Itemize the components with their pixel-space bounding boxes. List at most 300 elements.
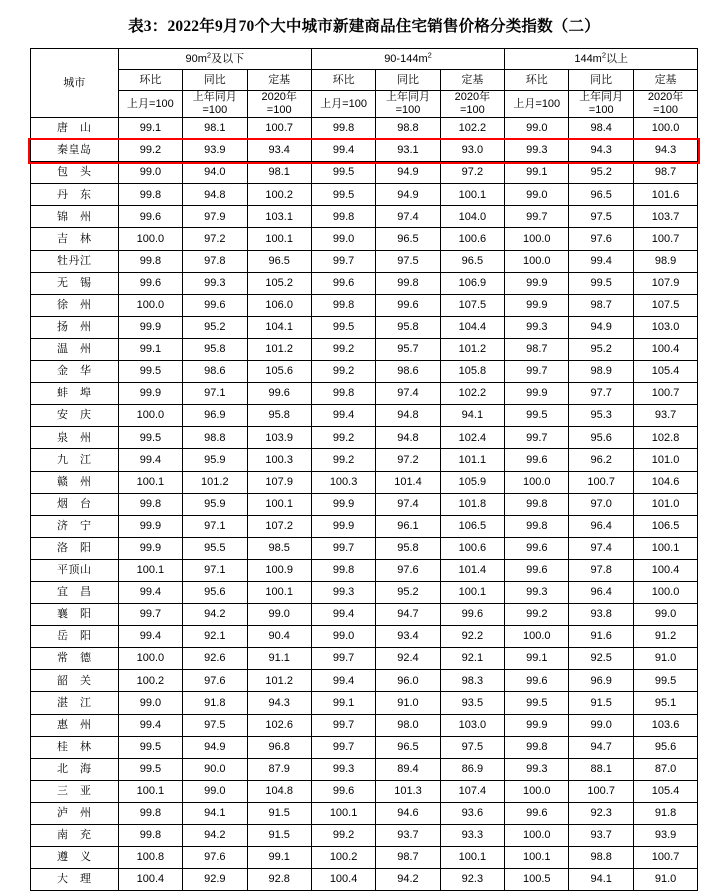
city-name-cell: 无 锡: [30, 272, 118, 294]
index-value-cell: 94.9: [376, 162, 440, 184]
index-value-cell: 99.3: [183, 272, 247, 294]
index-value-cell: 99.4: [118, 714, 182, 736]
table-row: [30, 736, 698, 758]
index-value-cell: 97.1: [183, 559, 247, 581]
index-value-cell: 98.3: [440, 670, 504, 692]
index-value-cell: 100.7: [247, 118, 311, 140]
group-header-small: $90m^2$及以下: [118, 49, 311, 70]
base-header-mom-1: 上月=100: [118, 91, 182, 118]
sub-header-yoy-2: 同比: [376, 70, 440, 91]
index-value-cell: 99.1: [311, 692, 375, 714]
table-row: [30, 272, 698, 294]
index-value-cell: 97.6: [183, 847, 247, 869]
city-name-cell: 牡丹江: [30, 250, 118, 272]
index-value-cell: 102.2: [440, 118, 504, 140]
index-value-cell: 99.0: [118, 162, 182, 184]
index-value-cell: 91.5: [569, 692, 633, 714]
base-header-yoy-1: 上年同月 =100: [183, 91, 247, 118]
index-value-cell: 99.5: [311, 316, 375, 338]
index-value-cell: 100.7: [569, 471, 633, 493]
index-value-cell: 100.1: [118, 559, 182, 581]
index-value-cell: 99.4: [311, 604, 375, 626]
city-name-cell: 唐 山: [30, 118, 118, 140]
index-value-cell: 100.1: [247, 493, 311, 515]
index-value-cell: 99.1: [247, 847, 311, 869]
index-value-cell: 93.8: [569, 604, 633, 626]
index-value-cell: 100.3: [311, 471, 375, 493]
index-value-cell: 87.9: [247, 758, 311, 780]
base-header-yoy-3: 上年同月 =100: [569, 91, 633, 118]
index-value-cell: 96.4: [569, 515, 633, 537]
index-value-cell: 107.5: [633, 294, 697, 316]
index-value-cell: 91.2: [633, 626, 697, 648]
index-value-cell: 99.1: [505, 162, 569, 184]
table-row: [30, 361, 698, 383]
index-value-cell: 92.3: [440, 869, 504, 891]
table-row: [30, 825, 698, 847]
index-value-cell: 99.2: [311, 338, 375, 360]
index-value-cell: 100.2: [311, 847, 375, 869]
index-value-cell: 99.7: [505, 427, 569, 449]
base-header-mom-2: 上月=100: [311, 91, 375, 118]
index-value-cell: 99.0: [505, 184, 569, 206]
table-row: [30, 427, 698, 449]
index-value-cell: 96.4: [569, 581, 633, 603]
index-value-cell: 97.5: [183, 714, 247, 736]
index-value-cell: 99.2: [118, 140, 182, 162]
index-value-cell: 97.4: [569, 537, 633, 559]
table-row: [30, 493, 698, 515]
index-value-cell: 101.1: [440, 449, 504, 471]
index-value-cell: 94.2: [183, 825, 247, 847]
city-name-cell: 桂 林: [30, 736, 118, 758]
index-value-cell: 92.3: [569, 802, 633, 824]
index-value-cell: 90.0: [183, 758, 247, 780]
index-value-cell: 99.8: [376, 272, 440, 294]
index-value-cell: 99.6: [505, 670, 569, 692]
index-value-cell: 99.9: [505, 714, 569, 736]
index-value-cell: 99.5: [311, 184, 375, 206]
index-value-cell: 95.2: [569, 338, 633, 360]
index-value-cell: 100.3: [247, 449, 311, 471]
index-value-cell: 99.6: [118, 272, 182, 294]
index-value-cell: 93.1: [376, 140, 440, 162]
table-row: [30, 162, 698, 184]
index-value-cell: 95.8: [376, 316, 440, 338]
table-row: [30, 140, 698, 162]
index-value-cell: 99.7: [505, 361, 569, 383]
index-value-cell: 100.4: [311, 869, 375, 891]
index-value-cell: 99.4: [118, 449, 182, 471]
sub-header-yoy-3: 同比: [569, 70, 633, 91]
index-value-cell: 107.5: [440, 294, 504, 316]
index-value-cell: 99.6: [505, 537, 569, 559]
index-value-cell: 95.2: [183, 316, 247, 338]
index-value-cell: 99.7: [311, 250, 375, 272]
index-value-cell: 100.1: [118, 780, 182, 802]
index-value-cell: 98.7: [505, 338, 569, 360]
index-value-cell: 94.3: [247, 692, 311, 714]
index-value-cell: 94.6: [376, 802, 440, 824]
index-value-cell: 97.8: [183, 250, 247, 272]
index-value-cell: 100.1: [247, 581, 311, 603]
index-value-cell: 99.4: [118, 581, 182, 603]
city-name-cell: 赣 州: [30, 471, 118, 493]
index-value-cell: 98.8: [183, 427, 247, 449]
index-value-cell: 94.2: [183, 604, 247, 626]
city-name-cell: 锦 州: [30, 206, 118, 228]
index-value-cell: 100.1: [633, 537, 697, 559]
index-value-cell: 100.7: [633, 228, 697, 250]
index-value-cell: 91.0: [633, 648, 697, 670]
index-value-cell: 97.6: [376, 559, 440, 581]
index-value-cell: 99.9: [118, 515, 182, 537]
index-value-cell: 103.0: [633, 316, 697, 338]
index-value-cell: 99.5: [118, 758, 182, 780]
index-value-cell: 105.8: [440, 361, 504, 383]
index-value-cell: 100.0: [118, 648, 182, 670]
table-row: [30, 228, 698, 250]
index-value-cell: 97.5: [440, 736, 504, 758]
index-value-cell: 99.8: [118, 802, 182, 824]
column-header-city: 城市: [30, 49, 118, 118]
index-value-cell: 107.9: [247, 471, 311, 493]
index-value-cell: 91.5: [247, 802, 311, 824]
index-value-cell: 98.7: [376, 847, 440, 869]
index-value-cell: 99.7: [311, 537, 375, 559]
index-value-cell: 98.9: [569, 361, 633, 383]
index-value-cell: 94.7: [376, 604, 440, 626]
index-value-cell: 96.5: [376, 228, 440, 250]
index-value-cell: 97.5: [376, 250, 440, 272]
index-value-cell: 99.5: [118, 361, 182, 383]
index-value-cell: 97.7: [569, 383, 633, 405]
index-value-cell: 100.5: [505, 869, 569, 891]
index-value-cell: 96.5: [569, 184, 633, 206]
index-value-cell: 97.4: [376, 493, 440, 515]
table-row: [30, 405, 698, 427]
index-value-cell: 100.2: [247, 184, 311, 206]
index-value-cell: 92.2: [440, 626, 504, 648]
index-value-cell: 95.8: [183, 338, 247, 360]
index-value-cell: 104.0: [440, 206, 504, 228]
index-value-cell: 100.6: [440, 537, 504, 559]
table-row: [30, 294, 698, 316]
index-value-cell: 99.8: [118, 493, 182, 515]
index-value-cell: 102.4: [440, 427, 504, 449]
index-value-cell: 99.7: [311, 648, 375, 670]
index-value-cell: 99.5: [311, 162, 375, 184]
index-value-cell: 93.4: [376, 626, 440, 648]
index-value-cell: 99.7: [311, 714, 375, 736]
index-value-cell: 99.3: [311, 758, 375, 780]
base-header-base-2: 2020年 =100: [440, 91, 504, 118]
index-value-cell: 99.5: [505, 692, 569, 714]
index-value-cell: 100.0: [633, 118, 697, 140]
index-value-cell: 95.9: [183, 449, 247, 471]
index-value-cell: 99.8: [311, 383, 375, 405]
index-value-cell: 97.2: [183, 228, 247, 250]
index-value-cell: 99.2: [311, 427, 375, 449]
index-value-cell: 103.7: [633, 206, 697, 228]
city-name-cell: 安 庆: [30, 405, 118, 427]
index-value-cell: 93.4: [247, 140, 311, 162]
sub-header-mom-3: 环比: [505, 70, 569, 91]
city-name-cell: 韶 关: [30, 670, 118, 692]
index-value-cell: 99.9: [118, 383, 182, 405]
base-header-base-3: 2020年 =100: [633, 91, 697, 118]
table-row: [30, 449, 698, 471]
index-value-cell: 99.8: [118, 184, 182, 206]
index-value-cell: 103.1: [247, 206, 311, 228]
index-value-cell: 104.1: [247, 316, 311, 338]
index-value-cell: 100.2: [118, 670, 182, 692]
table-row: [30, 206, 698, 228]
index-value-cell: 94.8: [183, 184, 247, 206]
index-value-cell: 96.5: [440, 250, 504, 272]
index-value-cell: 98.1: [247, 162, 311, 184]
city-name-cell: 九 江: [30, 449, 118, 471]
index-value-cell: 99.5: [118, 736, 182, 758]
index-value-cell: 97.6: [183, 670, 247, 692]
index-value-cell: 107.2: [247, 515, 311, 537]
index-value-cell: 99.3: [505, 581, 569, 603]
index-value-cell: 99.6: [183, 294, 247, 316]
index-value-cell: 98.4: [569, 118, 633, 140]
index-value-cell: 99.6: [505, 449, 569, 471]
city-name-cell: 常 德: [30, 648, 118, 670]
city-name-cell: 大 理: [30, 869, 118, 891]
index-value-cell: 96.2: [569, 449, 633, 471]
index-value-cell: 100.7: [633, 847, 697, 869]
index-value-cell: 101.0: [633, 449, 697, 471]
index-value-cell: 98.8: [376, 118, 440, 140]
index-value-cell: 99.4: [311, 405, 375, 427]
index-value-cell: 101.2: [440, 338, 504, 360]
index-value-cell: 102.2: [440, 383, 504, 405]
index-value-cell: 105.9: [440, 471, 504, 493]
index-value-cell: 100.4: [633, 338, 697, 360]
table-row: [30, 648, 698, 670]
index-value-cell: 99.9: [311, 493, 375, 515]
sub-header-mom-2: 环比: [311, 70, 375, 91]
index-value-cell: 99.9: [118, 537, 182, 559]
index-value-cell: 99.8: [311, 206, 375, 228]
index-value-cell: 103.6: [633, 714, 697, 736]
index-value-cell: 104.6: [633, 471, 697, 493]
city-name-cell: 蚌 埠: [30, 383, 118, 405]
index-value-cell: 93.9: [183, 140, 247, 162]
index-value-cell: 94.2: [376, 869, 440, 891]
city-name-cell: 北 海: [30, 758, 118, 780]
sub-header-yoy-1: 同比: [183, 70, 247, 91]
index-value-cell: 99.6: [505, 802, 569, 824]
index-value-cell: 94.0: [183, 162, 247, 184]
index-value-cell: 94.1: [569, 869, 633, 891]
index-value-cell: 99.9: [505, 294, 569, 316]
index-value-cell: 100.0: [505, 228, 569, 250]
index-value-cell: 99.0: [311, 228, 375, 250]
city-name-cell: 徐 州: [30, 294, 118, 316]
index-value-cell: 93.7: [633, 405, 697, 427]
index-value-cell: 106.5: [633, 515, 697, 537]
index-value-cell: 92.1: [183, 626, 247, 648]
index-value-cell: 104.4: [440, 316, 504, 338]
index-value-cell: 94.9: [376, 184, 440, 206]
table-row: [30, 515, 698, 537]
index-value-cell: 103.0: [440, 714, 504, 736]
index-value-cell: 95.7: [376, 338, 440, 360]
index-value-cell: 98.9: [633, 250, 697, 272]
index-value-cell: 103.9: [247, 427, 311, 449]
index-value-cell: 99.1: [505, 648, 569, 670]
index-value-cell: 97.1: [183, 515, 247, 537]
index-value-cell: 101.2: [183, 471, 247, 493]
sub-header-base-3: 定基: [633, 70, 697, 91]
index-value-cell: 105.6: [247, 361, 311, 383]
index-value-cell: 96.0: [376, 670, 440, 692]
index-value-cell: 99.2: [505, 604, 569, 626]
index-value-cell: 98.5: [247, 537, 311, 559]
table-header: [30, 49, 698, 118]
index-value-cell: 99.6: [311, 780, 375, 802]
index-value-cell: 100.1: [247, 228, 311, 250]
table-row: [30, 847, 698, 869]
index-value-cell: 99.6: [376, 294, 440, 316]
index-value-cell: 107.4: [440, 780, 504, 802]
base-header-mom-3: 上月=100: [505, 91, 569, 118]
city-name-cell: 岳 阳: [30, 626, 118, 648]
city-name-cell: 三 亚: [30, 780, 118, 802]
index-value-cell: 101.0: [633, 493, 697, 515]
index-value-cell: 101.2: [247, 670, 311, 692]
index-value-cell: 98.6: [183, 361, 247, 383]
sub-header-mom-1: 环比: [118, 70, 182, 91]
index-value-cell: 99.0: [183, 780, 247, 802]
index-value-cell: 94.1: [183, 802, 247, 824]
index-value-cell: 92.4: [376, 648, 440, 670]
index-value-cell: 99.8: [118, 250, 182, 272]
index-value-cell: 106.0: [247, 294, 311, 316]
index-value-cell: 99.5: [505, 405, 569, 427]
index-value-cell: 102.6: [247, 714, 311, 736]
index-value-cell: 101.4: [440, 559, 504, 581]
index-value-cell: 99.0: [633, 604, 697, 626]
table-row: [30, 581, 698, 603]
city-name-cell: 洛 阳: [30, 537, 118, 559]
city-name-cell: 遵 义: [30, 847, 118, 869]
index-value-cell: 99.1: [118, 118, 182, 140]
table-row: [30, 316, 698, 338]
index-value-cell: 99.0: [505, 118, 569, 140]
index-value-cell: 99.7: [118, 604, 182, 626]
table-row: [30, 670, 698, 692]
index-value-cell: 95.5: [183, 537, 247, 559]
index-value-cell: 94.3: [569, 140, 633, 162]
index-value-cell: 95.6: [183, 581, 247, 603]
city-name-cell: 烟 台: [30, 493, 118, 515]
index-value-cell: 91.8: [183, 692, 247, 714]
table-row: [30, 383, 698, 405]
city-name-cell: 宜 昌: [30, 581, 118, 603]
city-name-cell: 惠 州: [30, 714, 118, 736]
index-value-cell: 97.8: [569, 559, 633, 581]
index-value-cell: 99.4: [118, 626, 182, 648]
index-value-cell: 105.4: [633, 361, 697, 383]
index-value-cell: 94.8: [376, 405, 440, 427]
table-row: [30, 471, 698, 493]
index-value-cell: 97.1: [183, 383, 247, 405]
index-value-cell: 93.9: [633, 825, 697, 847]
index-value-cell: 96.9: [183, 405, 247, 427]
index-value-cell: 99.6: [247, 383, 311, 405]
index-value-cell: 98.6: [376, 361, 440, 383]
index-value-cell: 91.0: [376, 692, 440, 714]
table-row: [30, 869, 698, 891]
index-value-cell: 92.8: [247, 869, 311, 891]
index-value-cell: 100.0: [118, 405, 182, 427]
table-row: [30, 184, 698, 206]
index-value-cell: 88.1: [569, 758, 633, 780]
index-value-cell: 97.5: [569, 206, 633, 228]
index-value-cell: 100.7: [569, 780, 633, 802]
index-value-cell: 97.4: [376, 206, 440, 228]
index-value-cell: 99.0: [247, 604, 311, 626]
index-value-cell: 90.4: [247, 626, 311, 648]
index-value-cell: 99.5: [569, 272, 633, 294]
index-value-cell: 96.5: [376, 736, 440, 758]
table-row: [30, 338, 698, 360]
table-row: [30, 758, 698, 780]
index-value-cell: 95.1: [633, 692, 697, 714]
index-value-cell: 105.4: [633, 780, 697, 802]
city-name-cell: 丹 东: [30, 184, 118, 206]
index-value-cell: 93.7: [376, 825, 440, 847]
index-value-cell: 99.5: [633, 670, 697, 692]
index-value-cell: 105.2: [247, 272, 311, 294]
index-value-cell: 99.9: [505, 383, 569, 405]
index-value-cell: 93.6: [440, 802, 504, 824]
index-value-cell: 99.6: [118, 206, 182, 228]
index-value-cell: 86.9: [440, 758, 504, 780]
index-value-cell: 99.8: [505, 493, 569, 515]
index-value-cell: 95.3: [569, 405, 633, 427]
index-value-cell: 94.9: [183, 736, 247, 758]
index-value-cell: 98.7: [633, 162, 697, 184]
index-value-cell: 95.6: [569, 427, 633, 449]
index-value-cell: 99.3: [505, 316, 569, 338]
index-value-cell: 91.6: [569, 626, 633, 648]
index-value-cell: 99.4: [311, 670, 375, 692]
city-name-cell: 泸 州: [30, 802, 118, 824]
index-value-cell: 93.3: [440, 825, 504, 847]
index-value-cell: 96.5: [247, 250, 311, 272]
index-value-cell: 99.8: [311, 294, 375, 316]
index-value-cell: 99.2: [311, 825, 375, 847]
index-value-cell: 99.0: [311, 626, 375, 648]
sub-header-base-2: 定基: [440, 70, 504, 91]
table-row: [30, 780, 698, 802]
index-value-cell: 93.7: [569, 825, 633, 847]
index-value-cell: 95.2: [376, 581, 440, 603]
index-value-cell: 99.8: [505, 515, 569, 537]
index-value-cell: 99.6: [440, 604, 504, 626]
table-row: [30, 537, 698, 559]
index-value-cell: 95.8: [376, 537, 440, 559]
index-value-cell: 94.9: [569, 316, 633, 338]
city-name-cell: 泉 州: [30, 427, 118, 449]
index-value-cell: 100.1: [440, 581, 504, 603]
